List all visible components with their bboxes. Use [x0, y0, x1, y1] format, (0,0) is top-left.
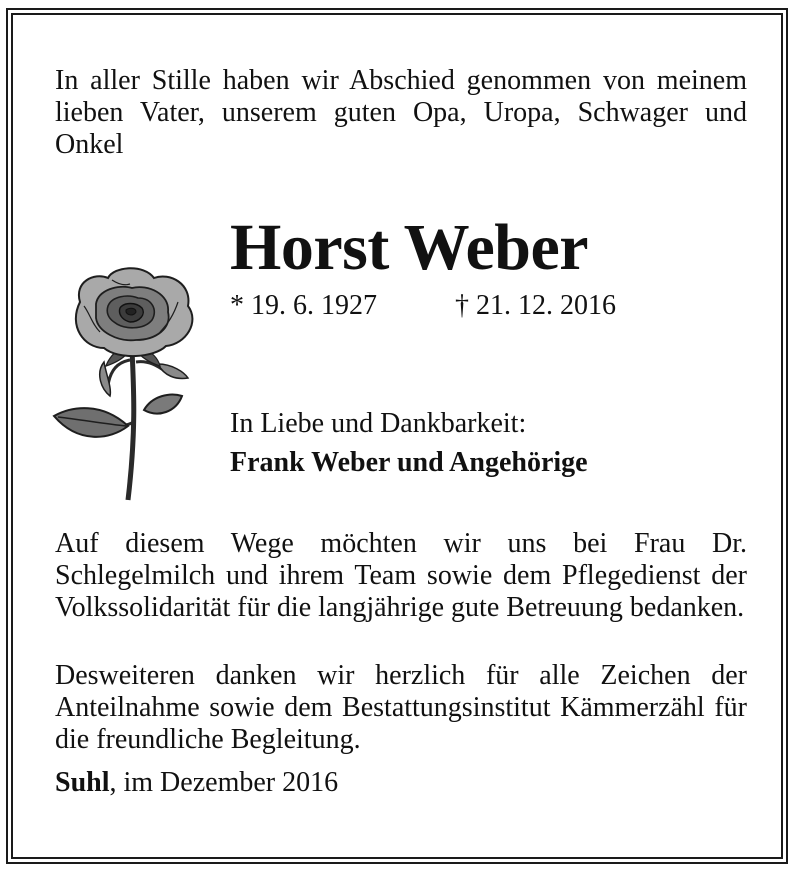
death-date: † 21. 12. 2016 [455, 290, 616, 321]
date-text: , im Dezember 2016 [109, 767, 339, 798]
deceased-name: Horst Weber [230, 211, 589, 284]
thanks-paragraph-2: Desweiteren danken wir herzlich für alle Zeichen der Anteilnahme sowie dem Bestattungsinstitut Kämmerzähl für die freundliche Begleitung. [55, 660, 747, 755]
thanks-paragraph-1: Auf diesem Wege möchten wir uns bei Frau Dr. Schlegelmilch und ihrem Team sowie dem Pflegedienst der Volkssolidarität für die langjährige gute Betreuung bedanken. [55, 528, 747, 623]
dedication-line: In Liebe und Dankbarkeit: [230, 408, 527, 439]
place-name: Suhl [55, 767, 110, 798]
mourners-name: Frank Weber und Angehörige [230, 447, 588, 478]
birth-date: * 19. 6. 1927 [230, 290, 377, 321]
rose-icon [48, 262, 204, 502]
place-and-date [55, 767, 338, 799]
intro-text: In aller Stille haben wir Abschied genommen von meinem lieben Vater, unserem guten Opa, Uropa, Schwager und Onkel [55, 65, 747, 160]
